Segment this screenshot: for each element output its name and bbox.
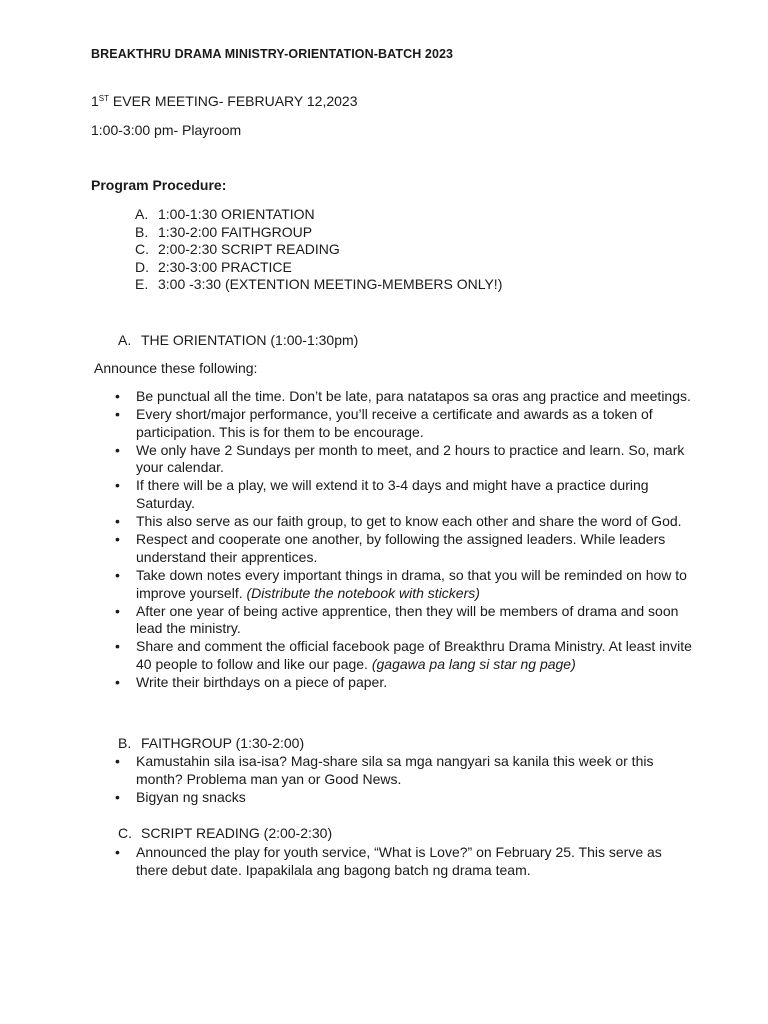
section-title: SCRIPT READING (2:00-2:30) xyxy=(141,825,333,841)
meeting-ordinal-suffix: ST xyxy=(98,94,110,103)
bullet-text: We only have 2 Sundays per month to meet, and 2 hours to practice and learn. So, mark your calendar. xyxy=(136,441,685,476)
procedure-item xyxy=(135,276,502,294)
bullet-item xyxy=(114,513,694,531)
procedure-heading: Program Procedure: xyxy=(91,177,227,193)
procedure-letter: E. xyxy=(135,276,149,293)
bullet-dot: • xyxy=(115,602,120,619)
bullet-item xyxy=(114,603,694,638)
bullet-text: Write their birthdays on a piece of paper. xyxy=(136,674,388,690)
section-c-heading xyxy=(118,825,332,841)
bullet-dot: • xyxy=(115,441,120,458)
document-title: BREAKTHRU DRAMA MINISTRY-ORIENTATION-BATCH 2023 xyxy=(91,47,454,61)
procedure-item xyxy=(135,241,502,259)
bullet-text: Take down notes every important things in drama, so that you will be reminded on how to improve yourself. xyxy=(136,566,687,601)
bullet-dot: • xyxy=(115,566,120,583)
bullet-item xyxy=(114,531,694,566)
section-letter: B. xyxy=(118,735,132,751)
bullet-item xyxy=(114,674,694,692)
section-letter: C. xyxy=(118,825,132,841)
bullet-text: Announced the play for youth service, “What is Love?” on February 25. This serve as there debut date. Ipapakilala ang bagong batch ng drama team. xyxy=(136,844,662,878)
bullet-item xyxy=(114,442,694,477)
procedure-item xyxy=(135,259,502,277)
section-a-bullets xyxy=(114,388,694,692)
bullet-text: Share and comment the official facebook page of Breakthru Drama Ministry. At least invite 40 people to follow and like our page. xyxy=(136,638,692,672)
procedure-text: 1:00-1:30 ORIENTATION xyxy=(158,206,315,222)
bullet-note: (Distribute the notebook with stickers) xyxy=(246,584,480,601)
bullet-dot: • xyxy=(115,406,120,423)
procedure-letter: D. xyxy=(135,258,149,275)
bullet-item xyxy=(114,638,694,673)
bullet-text: This also serve as our faith group, to get to know each other and share the word of God. xyxy=(136,513,682,530)
procedure-text: 3:00 -3:30 (EXTENTION MEETING-MEMBERS ONLY!) xyxy=(158,276,503,293)
procedure-list xyxy=(135,206,502,294)
bullet-text: If there will be a play, we will extend it to 3-4 days and might have a practice during Saturday. xyxy=(136,477,649,512)
time-and-place: 1:00-3:00 pm- Playroom xyxy=(91,122,242,138)
bullet-text: Bigyan ng snacks xyxy=(136,788,246,805)
bullet-dot: • xyxy=(115,531,120,548)
section-title: FAITHGROUP (1:30-2:00) xyxy=(141,735,305,751)
meeting-ordinal: 1 xyxy=(91,93,99,109)
bullet-dot: • xyxy=(115,513,120,530)
bullet-dot: • xyxy=(115,844,120,860)
bullet-text: Every short/major performance, you’ll receive a certificate and awards as a token of participation. This is for them to be encourage. xyxy=(136,406,653,440)
section-a-intro: Announce these following: xyxy=(94,360,258,376)
bullet-dot: • xyxy=(115,388,120,404)
procedure-letter: C. xyxy=(135,241,149,258)
section-b-heading xyxy=(118,735,304,751)
procedure-text: 2:30-3:00 PRACTICE xyxy=(158,258,292,275)
section-c-bullets xyxy=(114,844,694,880)
bullet-dot: • xyxy=(115,477,120,494)
bullet-item xyxy=(114,477,694,512)
bullet-text: Kamustahin sila isa-isa? Mag-share sila sa mga nangyari sa kanila this week or this month? Problema man yan or Good News. xyxy=(136,753,654,787)
meeting-date xyxy=(91,93,358,109)
bullet-text: Respect and cooperate one another, by following the assigned leaders. While leaders understand their apprentices. xyxy=(136,531,666,565)
bullet-item xyxy=(114,567,694,602)
bullet-item xyxy=(114,388,694,406)
bullet-dot: • xyxy=(115,788,120,805)
section-a-heading xyxy=(118,332,358,348)
procedure-letter: A. xyxy=(135,206,149,222)
procedure-letter: B. xyxy=(135,223,149,240)
procedure-item xyxy=(135,224,502,242)
bullet-item xyxy=(114,844,694,879)
section-letter: A. xyxy=(118,332,132,348)
bullet-item xyxy=(114,406,694,441)
bullet-dot: • xyxy=(115,753,120,769)
procedure-item xyxy=(135,206,502,224)
bullet-dot: • xyxy=(115,674,120,690)
section-title: THE ORIENTATION (1:00-1:30pm) xyxy=(141,332,359,348)
procedure-text: 1:30-2:00 FAITHGROUP xyxy=(158,223,313,240)
bullet-item xyxy=(114,753,694,788)
bullet-text: After one year of being active apprentice, then they will be members of drama and soon lead the ministry. xyxy=(136,602,679,637)
procedure-text: 2:00-2:30 SCRIPT READING xyxy=(158,241,340,258)
bullet-text: Be punctual all the time. Don’t be late, para natatapos sa oras ang practice and meetings. xyxy=(136,388,691,404)
section-b-bullets xyxy=(114,753,694,807)
bullet-note: (gagawa pa lang si star ng page) xyxy=(371,655,576,672)
bullet-dot: • xyxy=(115,638,120,655)
meeting-date-text: EVER MEETING- FEBRUARY 12,2023 xyxy=(109,93,358,109)
bullet-item xyxy=(114,789,694,807)
